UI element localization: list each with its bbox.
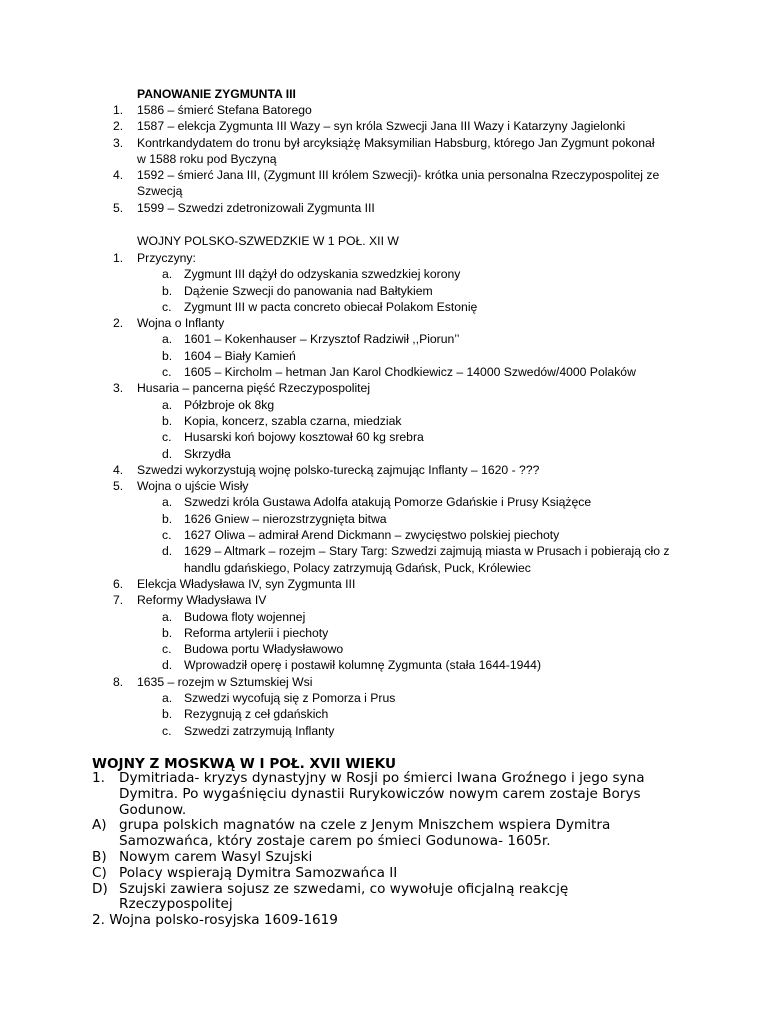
item-text: Polacy wspierają Dymitra Samozwańca II	[119, 864, 398, 881]
list-item	[0, 200, 768, 216]
list-item	[0, 315, 768, 331]
sub-item	[0, 446, 768, 462]
sub-item	[0, 364, 768, 380]
item-text: Przyczyny:	[137, 251, 196, 265]
sub-text: Zygmunt III w pacta concreto obiecał Polakom Estonię	[184, 299, 478, 314]
list-item	[0, 478, 768, 494]
sub-item	[0, 511, 768, 527]
sub-item	[0, 641, 768, 657]
sub-text: Reforma artylerii i piechoty	[184, 625, 329, 640]
sub-letter: a.	[162, 495, 173, 510]
sub-text: Budowa floty wojennej	[184, 609, 306, 624]
item-number: 4.	[113, 462, 124, 477]
sub-letter: a.	[162, 397, 173, 412]
list-item	[0, 118, 768, 134]
item-text: Kontrkandydatem do tronu był arcyksiążę Maksymilian Habsburg, którego Jan Zygmunt pokonał w 1588 roku pod Byczyną	[137, 135, 655, 166]
sub-letter: a.	[162, 267, 173, 282]
sub-text: Szwedzi króla Gustawa Adolfa atakują Pomorze Gdańskie i Prusy Książęce	[184, 495, 592, 510]
list-item	[0, 167, 768, 200]
sub-item	[0, 690, 768, 706]
item-text: 1586 – śmierć Stefana Batorego	[137, 103, 312, 117]
item-marker: D)	[92, 880, 108, 897]
item-text: Nowym carem Wasyl Szujski	[119, 848, 313, 865]
sub-text: 1605 – Kircholm – hetman Jan Karol Chodkiewicz – 14000 Szwedów/4000 Polaków	[184, 365, 636, 380]
sub-item	[0, 283, 768, 299]
item-number: 3.	[113, 135, 124, 150]
section-title-wojny-moskwa: WOJNY Z MOSKWĄ W I POŁ. XVII WIEKU	[92, 756, 396, 772]
item-number: 8.	[113, 674, 124, 689]
item-text: grupa polskich magnatów na czele z Jenym Mniszchem wspiera Dymitra Samozwańca, który zostaje carem po śmieci Godunowa- 1605r.	[119, 817, 611, 850]
sub-item	[0, 397, 768, 413]
item-number: 1.	[113, 103, 124, 117]
sub-letter: c.	[162, 528, 172, 543]
sub-item	[0, 625, 768, 641]
sub-letter: c.	[162, 299, 172, 314]
item-text: Wojna o ujście Wisły	[137, 479, 249, 494]
sub-item	[0, 706, 768, 722]
list-item	[0, 913, 768, 929]
list-item	[0, 592, 768, 608]
item-number: 1.	[113, 251, 124, 265]
list-item	[0, 818, 768, 850]
sub-item	[0, 494, 768, 510]
list-item	[0, 850, 768, 866]
sub-letter: d.	[162, 658, 173, 673]
sub-text: 1627 Oliwa – admirał Arend Dickmann – zwycięstwo polskiej piechoty	[184, 528, 560, 543]
sub-item	[0, 429, 768, 445]
sub-letter: a.	[162, 691, 173, 706]
list-wojny-moskwa	[0, 771, 768, 929]
sub-item	[0, 266, 768, 282]
sub-text: Husarski koń bojowy kosztował 60 kg srebra	[184, 430, 424, 445]
sub-letter: c.	[162, 642, 172, 657]
sub-letter: a.	[162, 332, 173, 347]
sub-text: Zygmunt III dążył do odzyskania szwedzkiej korony	[184, 267, 461, 282]
sub-letter: b.	[162, 413, 173, 428]
sub-item	[0, 299, 768, 315]
item-text: Szujski zawiera sojusz ze szwedami, co wywołuje oficjalną reakcję Rzeczypospolitej	[119, 880, 569, 913]
item-text: 1592 – śmierć Jana III, (Zygmunt III królem Szwecji)- krótka unia personalna Rzeczypospolitej ze Szwecją	[137, 168, 660, 199]
item-number: 5.	[113, 200, 124, 215]
section-title-wojny-szwedzkie: WOJNY POLSKO-SZWEDZKIE W 1 POŁ. XII W	[137, 234, 399, 248]
item-marker: 1.	[92, 770, 105, 786]
item-text: Elekcja Władysława IV, syn Zygmunta III	[137, 576, 356, 591]
item-number: 4.	[113, 168, 124, 183]
item-number: 6.	[113, 576, 124, 591]
item-text: Husaria – pancerna pięść Rzeczypospolitej	[137, 381, 371, 396]
item-number: 3.	[113, 381, 124, 396]
sub-item	[0, 348, 768, 364]
item-marker: C)	[92, 864, 107, 881]
sub-text: Rezygnują z ceł gdańskich	[184, 707, 329, 722]
section-title-zygmunt: PANOWANIE ZYGMUNTA III	[137, 87, 296, 101]
item-text: Wojna o Inflanty	[137, 316, 225, 331]
item-text: 1587 – elekcja Zygmunta III Wazy – syn króla Szwecji Jana III Wazy i Katarzyny Jagielonki	[137, 119, 626, 134]
list-item	[0, 135, 768, 168]
item-text: 1599 – Szwedzi zdetronizowali Zygmunta III	[137, 200, 375, 215]
sub-text: Szwedzi zatrzymują Inflanty	[184, 723, 335, 738]
sub-item	[0, 527, 768, 543]
sub-text: Półzbroje ok 8kg	[184, 397, 275, 412]
sub-item	[0, 609, 768, 625]
sub-letter: b.	[162, 348, 173, 363]
sub-letter: b.	[162, 625, 173, 640]
sub-letter: c.	[162, 430, 172, 445]
list-item	[0, 250, 768, 266]
item-text: Reformy Władysława IV	[137, 593, 267, 608]
item-text: Szwedzi wykorzystują wojnę polsko-turecką zajmując Inflanty – 1620 - ???	[137, 462, 540, 477]
sub-letter: c.	[162, 365, 172, 380]
list-item	[0, 882, 768, 914]
sub-letter: b.	[162, 511, 173, 526]
sub-letter: c.	[162, 723, 172, 738]
sub-text: Kopia, koncerz, szabla czarna, miedziak	[184, 413, 402, 428]
item-number: 7.	[113, 593, 124, 608]
item-marker: A)	[92, 817, 107, 834]
item-marker: B)	[92, 848, 107, 865]
sub-item	[0, 657, 768, 673]
item-number: 2.	[113, 119, 124, 134]
sub-text: 1604 – Biały Kamień	[184, 348, 296, 363]
list-item	[0, 102, 768, 118]
sub-letter: b.	[162, 707, 173, 722]
sub-text: 1601 – Kokenhauser – Krzysztof Radziwił ,,Piorun’’	[184, 332, 460, 347]
sub-item	[0, 331, 768, 347]
sub-item	[0, 413, 768, 429]
sub-text: 1626 Gniew – nierozstrzygnięta bitwa	[184, 511, 387, 526]
list-item	[0, 462, 768, 478]
sub-item	[0, 723, 768, 739]
sub-letter: a.	[162, 609, 173, 624]
sub-text: Szwedzi wycofują się z Pomorza i Prus	[184, 691, 396, 706]
sub-text: Dążenie Szwecji do panowania nad Bałtykiem	[184, 283, 433, 298]
item-text: 1635 – rozejm w Sztumskiej Wsi	[137, 674, 313, 689]
list-item	[0, 674, 768, 690]
sub-letter: d.	[162, 446, 173, 461]
sub-text: Skrzydła	[184, 446, 231, 461]
list-item	[0, 866, 768, 882]
list-item	[0, 771, 768, 818]
sub-letter: b.	[162, 283, 173, 298]
list-item	[0, 380, 768, 396]
sub-text: 1629 – Altmark – rozejm – Stary Targ: Szwedzi zajmują miasta w Prusach i pobierają cło z handlu gdańskiego, Polacy zatrzymują Gdańsk, Puck, Królewiec	[184, 544, 670, 575]
sub-text: Budowa portu Władysławowo	[184, 642, 344, 657]
item-number: 5.	[113, 479, 124, 494]
sub-letter: d.	[162, 544, 173, 559]
item-number: 2.	[113, 316, 124, 331]
list-zygmunt	[0, 102, 768, 216]
list-wojny-szwedzkie	[0, 250, 768, 739]
sub-item	[0, 543, 768, 576]
item-text: 2. Wojna polsko-rosyjska 1609-1619	[92, 912, 338, 929]
item-text: Dymitriada- kryzys dynastyjny w Rosji po śmierci Iwana Groźnego i jego syna Dymitra. Po wygaśnięciu dynastii Rurykowiczów nowym carem zostaje Borys Godunow.	[119, 770, 645, 818]
list-item	[0, 576, 768, 592]
sub-text: Wprowadził operę i postawił kolumnę Zygmunta (stała 1644-1944)	[184, 658, 541, 673]
